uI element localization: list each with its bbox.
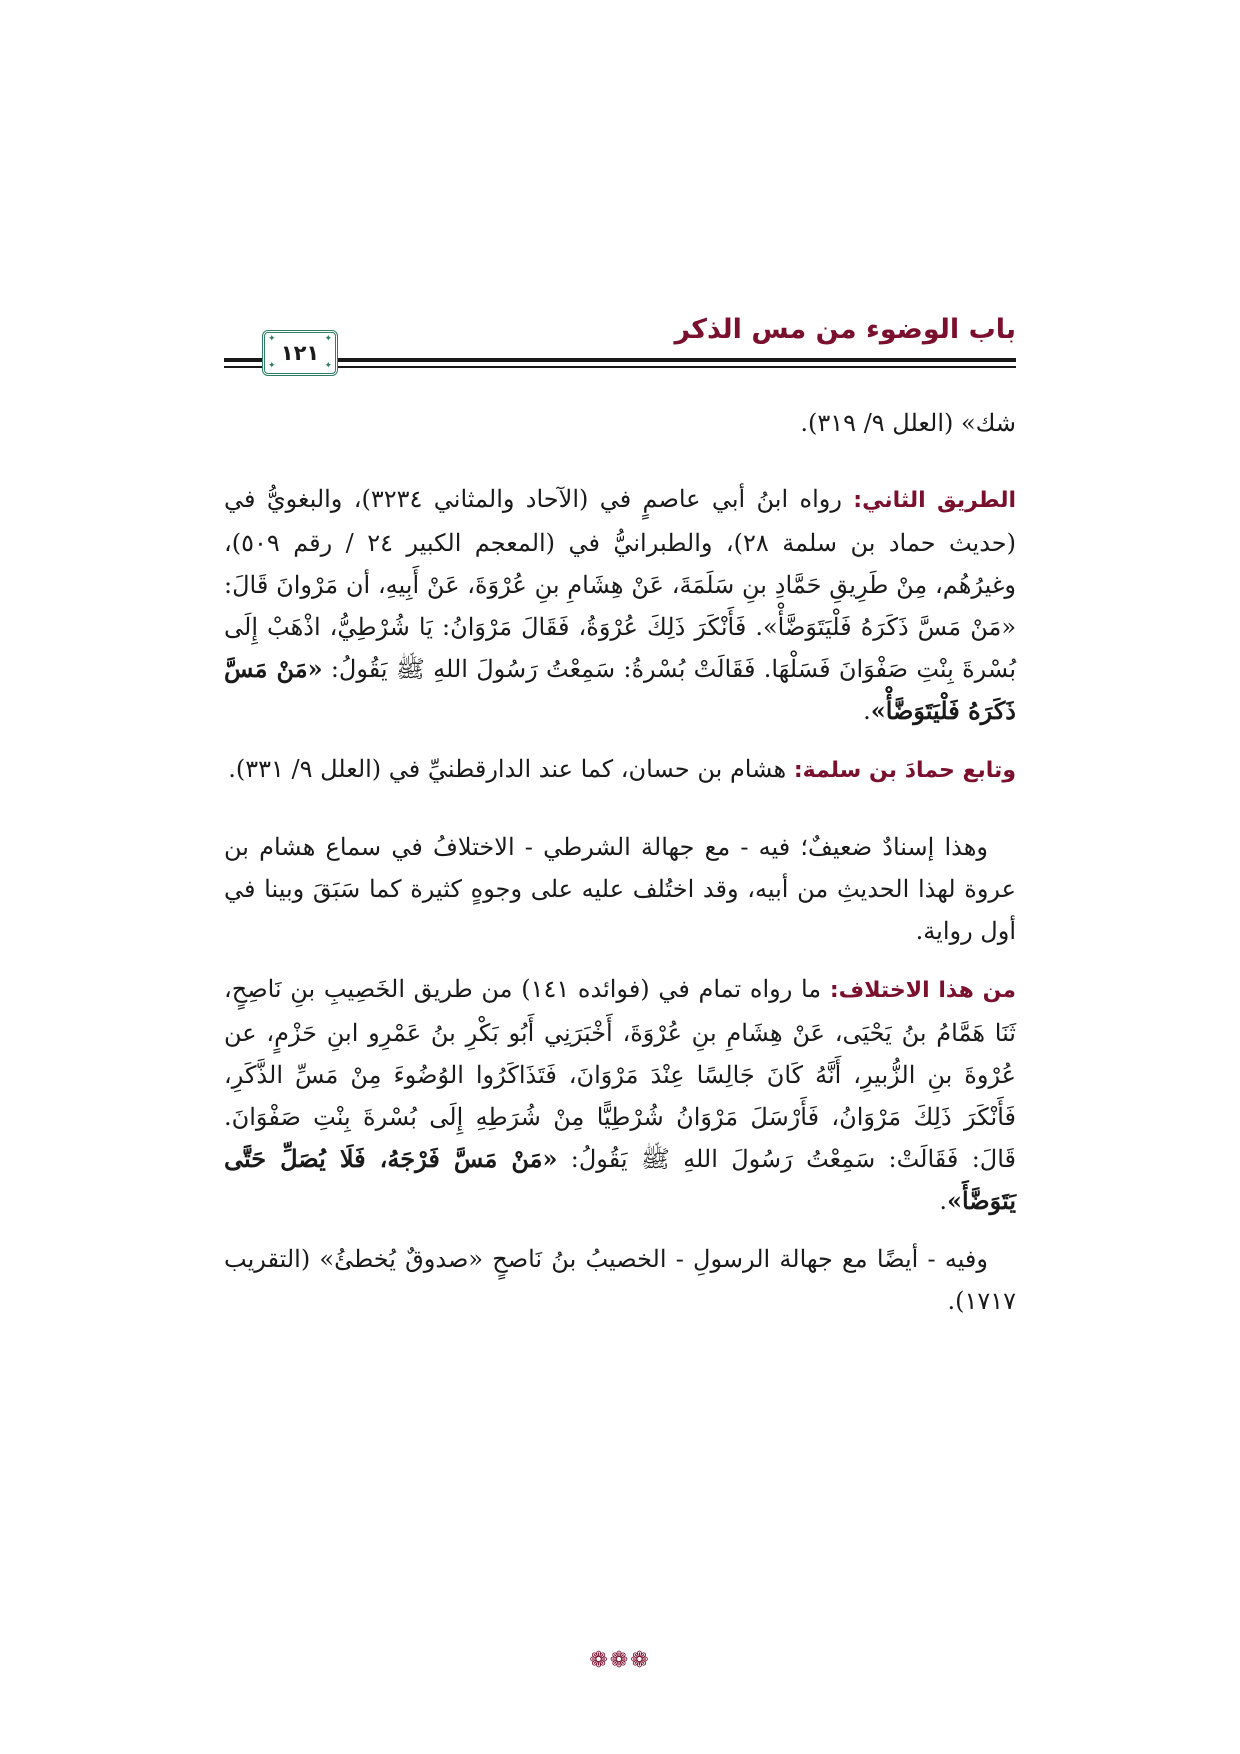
hadith-quote: «مَنْ مَسَّ ذَكَرَهُ فَلْيَتَوَضَّأْ»	[224, 654, 1016, 725]
paragraph	[224, 748, 1016, 792]
section-label: وتابع حمادَ بن سلمة:	[793, 758, 1016, 783]
page-body	[224, 402, 1016, 1338]
section-label: الطريق الثاني:	[853, 488, 1017, 513]
paragraph: شك» (العلل ٩/ ٣١٩).	[800, 409, 1016, 437]
corner-ornament-icon: ✦	[324, 334, 332, 344]
corner-ornament-icon: ✦	[324, 361, 332, 371]
page-header	[224, 310, 1016, 382]
corner-ornament-icon: ✦	[268, 361, 276, 371]
paragraph-text: هشام بن حسان، كما عند الدارقطنيِّ في (العلل ٩/ ٣٣١).	[228, 755, 794, 783]
page-number: ١٢١	[280, 341, 320, 365]
paragraph-text: ما رواه تمام في (فوائده ١٤١) من طريق الخَصِيبِ بنِ نَاصِحٍ، ثَنَا هَمَّامُ بنُ يَحْيَى، عَنْ هِشَامِ بنِ عُرْوَةَ، أَخْبَرَنِي أَبُو بَكْرِ بنُ عَمْرِو ابنِ حَزْمٍ، عن عُرْوةَ بنِ الزُّبيرِ، أَنَّهُ كَانَ جَالِسًا عِنْدَ مَرْوَانَ، فَتَذَاكَرُوا الوُضُوءَ مِنْ مَسِّ الذَّكَرِ، فَأَنْكَرَ ذَلِكَ مَرْوَانُ، فَأَرْسَلَ مَرْوَانُ شُرْطِيًّا مِنْ شُرَطِهِ إِلَى بُسْرةَ بِنْتِ صَفْوَانَ. قَالَ: فَقَالَتْ: سَمِعْتُ رَسُولَ اللهِ ﷺ يَقُولُ:	[224, 975, 1017, 1173]
paragraph-end: .	[863, 697, 871, 725]
chapter-title: باب الوضوء من مس الذكر	[674, 314, 1016, 345]
header-rule-thin	[224, 366, 1016, 368]
hadith-quote: «مَنْ مَسَّ فَرْجَهُ، فَلَا يُصَلِّ حَتَّى يَتَوَضَّأَ»	[224, 1144, 1016, 1215]
paragraph-text: رواه ابنُ أبي عاصمٍ في (الآحاد والمثاني ٣٢٣٤)، والبغويُّ في (حديث حماد بن سلمة ٢٨)، والطبرانيُّ في (المعجم الكبير ٢٤ / رقم ٥٠٩)، وغيرُهُم، مِنْ طَرِيقِ حَمَّادِ بنِ سَلَمَةَ، عَنْ هِشَامِ بنِ عُرْوَةَ، عَنْ أَبِيهِ، أن مَرْوانَ قَالَ: «مَنْ مَسَّ ذَكَرَهُ فَلْيَتَوَضَّأْ». فَأَنْكَرَ ذَلِكَ عُرْوَةُ، فَقَالَ مَرْوَانُ: يَا شُرْطِيُّ، اذْهَبْ إِلَى بُسْرةَ بِنْتِ صَفْوَانَ فَسَلْهَا. فَقَالَتْ بُسْرةُ: سَمِعْتُ رَسُولَ اللهِ ﷺ يَقُولُ:	[224, 485, 1017, 683]
paragraph	[224, 478, 1016, 732]
corner-ornament-icon: ✦	[268, 334, 276, 344]
header-rule-thick	[224, 358, 1016, 362]
paragraph	[224, 968, 1016, 1222]
paragraph-end: .	[939, 1187, 947, 1215]
paragraph: وفيه - أيضًا مع جهالة الرسولِ - الخصيبُ بنُ نَاصحٍ «صدوقٌ يُخطئُ» (التقريب ١٧١٧).	[224, 1245, 1016, 1315]
section-label: من هذا الاختلاف:	[829, 978, 1016, 1003]
page-number-badge	[262, 330, 338, 376]
end-ornament-icon: ❁❁❁	[589, 1647, 651, 1673]
paragraph: وهذا إسنادٌ ضعيفٌ؛ فيه - مع جهالة الشرطي - الاختلافُ في سماع هشام بن عروة لهذا الحديثِ من أبيه، وقد اختُلف عليه على وجوهٍ كثيرة كما سَبَقَ وبينا في أول رواية.	[224, 833, 1016, 945]
